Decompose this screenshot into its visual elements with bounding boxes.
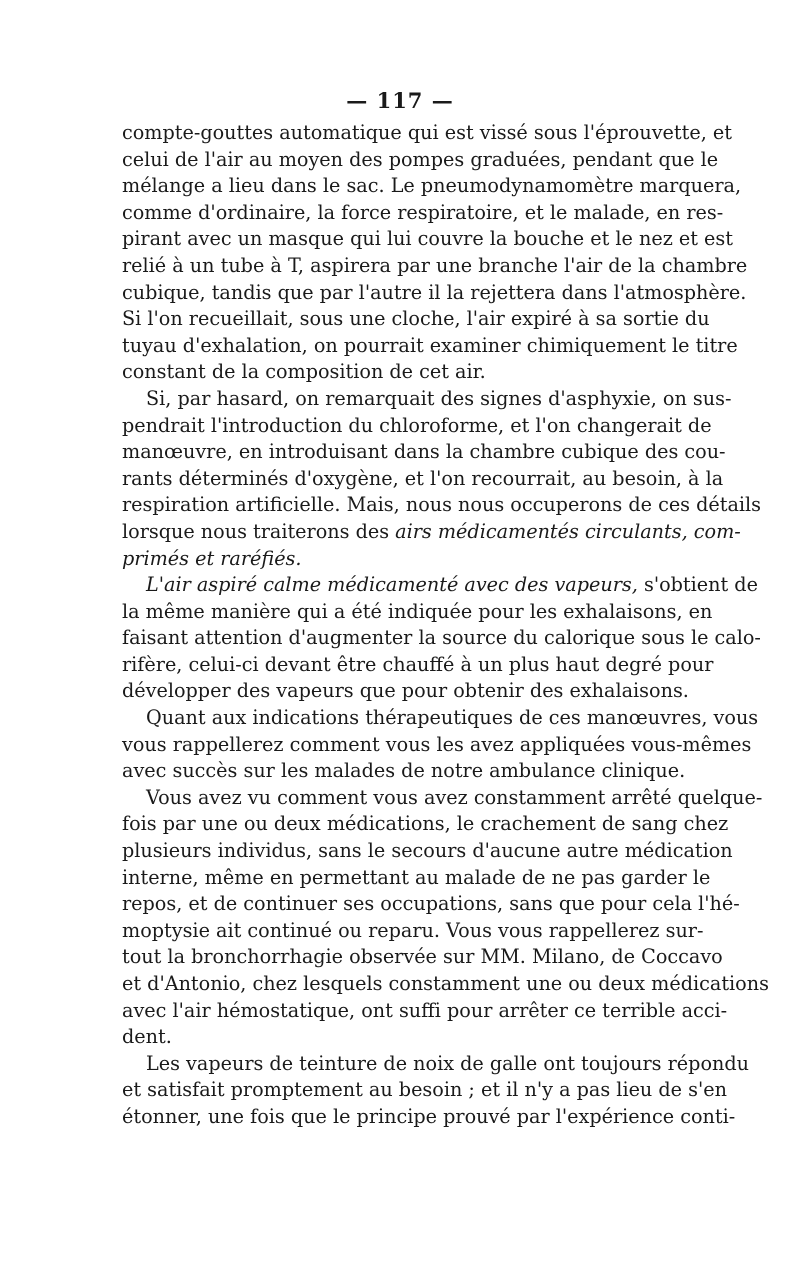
text-line: rants déterminés d'oxygène, et l'on recourrait, au besoin, à la	[122, 466, 724, 490]
text-line: avec l'air hémostatique, ont suffi pour arrêter ce terrible acci-	[122, 998, 728, 1022]
paragraph-5	[122, 785, 769, 1051]
text-line: rifère, celui-ci devant être chauffé à un plus haut degré pour	[122, 652, 714, 676]
text-line: respiration artificielle. Mais, nous nous occuperons de ces détails	[122, 493, 762, 517]
text-line: vous rappellerez comment vous les avez appliquées vous-mêmes	[122, 732, 752, 756]
text-line: dent.	[122, 1025, 172, 1049]
text-line: Vous avez vu comment vous avez constamment arrêté quelque-	[146, 785, 763, 809]
text-line: fois par une ou deux médications, le crachement de sang chez	[122, 812, 729, 836]
text-line: pendrait l'introduction du chloroforme, et l'on changerait de	[122, 413, 712, 437]
text-line: interne, même en permettant au malade de ne pas garder le	[122, 865, 711, 889]
text-line: Quant aux indications thérapeutiques de ces manœuvres, vous	[146, 706, 759, 730]
paragraph-6	[122, 1051, 749, 1131]
text-run: lorsque nous traiterons des	[122, 519, 390, 543]
page-number: — 117 —	[346, 88, 454, 113]
text-line-mixed	[122, 519, 741, 546]
text-line: repos, et de continuer ses occupations, sans que pour cela l'hé-	[122, 892, 740, 916]
text-line: et satisfait promptement au besoin ; et il n'y a pas lieu de s'en	[122, 1078, 727, 1102]
text-line: manœuvre, en introduisant dans la chambre cubique des cou-	[122, 440, 726, 464]
italic-heading: L'air aspiré calme médicamenté avec des vapeurs,	[146, 573, 638, 597]
text-line: tuyau d'exhalation, on pourrait examiner chimiquement le titre	[122, 333, 738, 357]
text-line: tout la bronchorrhagie observée sur MM. Milano, de Coccavo	[122, 945, 723, 969]
italic-term: primés et raréfiés.	[122, 546, 302, 570]
text-line	[122, 546, 672, 573]
text-line: avec succès sur les malades de notre ambulance clinique.	[122, 759, 686, 783]
text-line: comme d'ordinaire, la force respiratoire, et le malade, en res-	[122, 200, 724, 224]
text-line: plusieurs individus, sans le secours d'aucune autre médication	[122, 839, 733, 863]
italic-term: airs médicamentés circulants, com-	[395, 519, 741, 543]
text-line: étonner, une fois que le principe prouvé par l'expérience conti-	[122, 1104, 736, 1128]
text-line: celui de l'air au moyen des pompes graduées, pendant que le	[122, 147, 719, 171]
text-line: moptysie ait continué ou reparu. Vous vous rappellerez sur-	[122, 918, 704, 942]
text-line: faisant attention d'augmenter la source du calorique sous le calo-	[122, 626, 761, 650]
text-line: Si l'on recueillait, sous une cloche, l'air expiré à sa sortie du	[122, 307, 710, 331]
text-line: compte-gouttes automatique qui est vissé sous l'éprouvette, et	[122, 121, 732, 144]
text-line: relié à un tube à T, aspirera par une branche l'air de la chambre	[122, 253, 748, 277]
body-text	[122, 120, 769, 1131]
text-line-mixed	[122, 572, 758, 599]
text-line: cubique, tandis que par l'autre il la rejettera dans l'atmosphère.	[122, 280, 747, 304]
paragraph-4	[122, 705, 759, 785]
text-line: Si, par hasard, on remarquait des signes d'asphyxie, on sus-	[146, 386, 732, 410]
text-line: mélange a lieu dans le sac. Le pneumodynamomètre marquera,	[122, 174, 742, 198]
paragraph-3	[122, 572, 761, 705]
text-line: développer des vapeurs que pour obtenir des exhalaisons.	[122, 679, 689, 703]
text-line: la même manière qui a été indiquée pour les exhalaisons, en	[122, 599, 713, 623]
text-line: constant de la composition de cet air.	[122, 360, 486, 384]
paragraph-1	[122, 120, 748, 386]
text-line: Les vapeurs de teinture de noix de galle ont toujours répondu	[146, 1051, 749, 1075]
text-run: s'obtient de	[643, 573, 758, 597]
text-line: pirant avec un masque qui lui couvre la bouche et le nez et est	[122, 227, 733, 251]
text-line: et d'Antonio, chez lesquels constamment une ou deux médications	[122, 972, 769, 995]
paragraph-2	[122, 386, 762, 572]
